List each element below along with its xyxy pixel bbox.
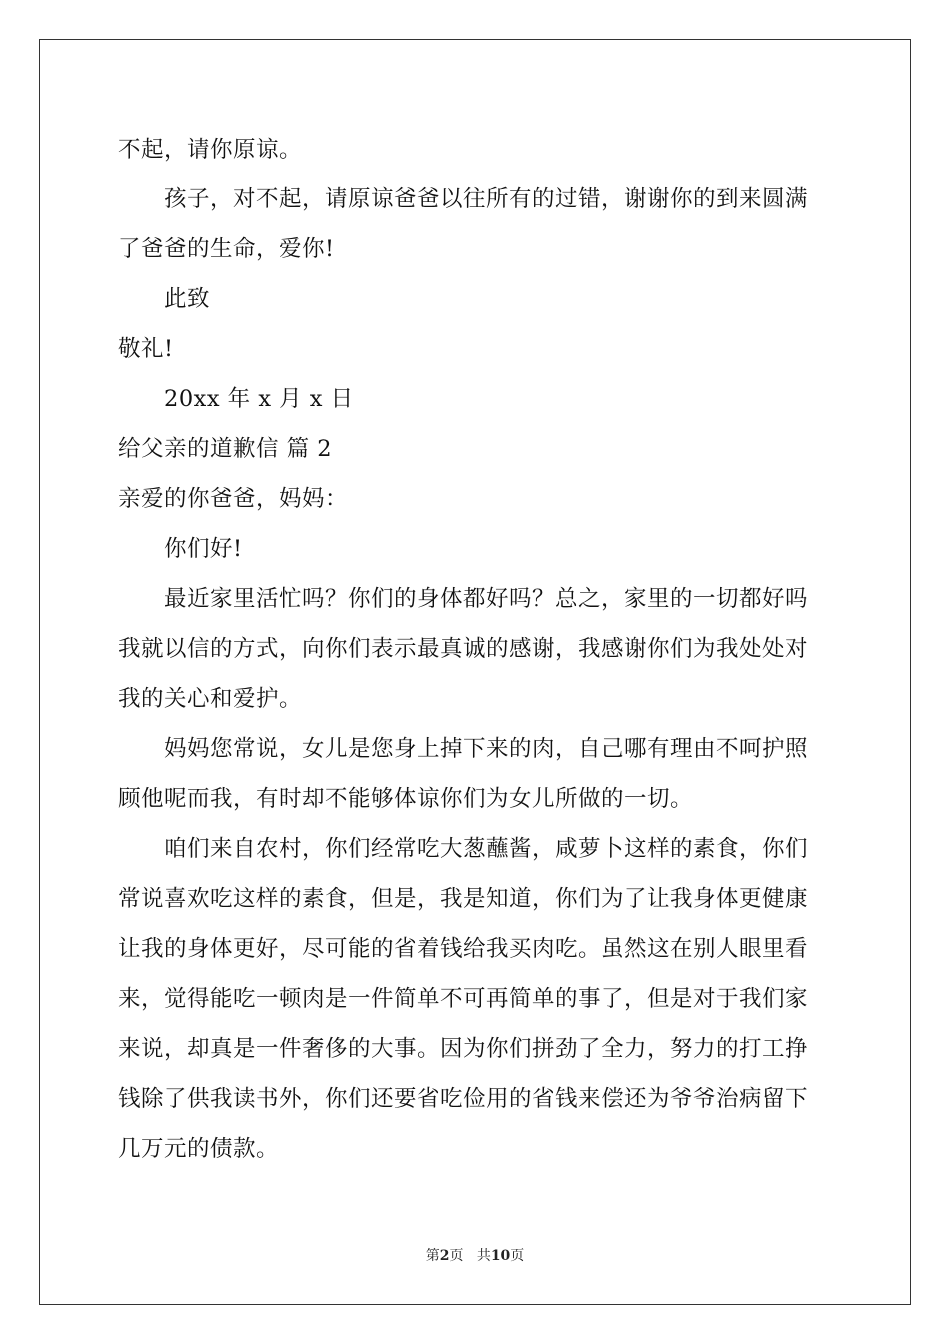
closing-salutation: 此致 [164,286,211,312]
letter-greeting: 亲爱的你爸爸，妈妈： [118,486,349,512]
paragraph-line: 最近家里活忙吗？你们的身体都好吗？总之，家里的一切都好吗 [164,586,809,612]
paragraph-line: 孩子，对不起，请原谅爸爸以往所有的过错，谢谢你的到来圆满 [164,186,809,212]
paragraph-line: 你们好! [164,536,243,562]
paragraph-line: 几万元的债款。 [118,1136,280,1162]
paragraph-line: 我的关心和爱护。 [118,686,303,712]
paragraph-line: 我就以信的方式，向你们表示最真诚的感谢，我感谢你们为我处处对 [118,636,809,662]
section-title: 给父亲的道歉信 篇 2 [118,436,333,462]
paragraph-line: 妈妈您常说，女儿是您身上掉下来的肉，自己哪有理由不呵护照 [164,736,809,762]
closing-regards: 敬礼! [118,336,174,362]
total-suffix: 页 [510,1248,525,1264]
total-prefix: 共 [476,1248,491,1264]
page-border [39,39,911,1305]
paragraph-line: 不起，请你原谅。 [118,137,303,163]
page-footer [0,1246,950,1266]
paragraph-line: 来，觉得能吃一顿肉是一件简单不可再简单的事了，但是对于我们家 [118,986,809,1012]
paragraph-line: 钱除了供我读书外，你们还要省吃俭用的省钱来偿还为爷爷治病留下 [118,1086,809,1112]
paragraph-line: 咱们来自农村，你们经常吃大葱蘸酱，咸萝卜这样的素食，你们 [164,836,809,862]
page-suffix: 页 [449,1248,464,1264]
letter-date: 20xx 年 x 月 x 日 [164,386,354,412]
page-prefix: 第 [425,1248,440,1264]
paragraph-line: 让我的身体更好，尽可能的省着钱给我买肉吃。虽然这在别人眼里看 [118,936,809,962]
paragraph-line: 常说喜欢吃这样的素食，但是，我是知道，你们为了让我身体更健康 [118,886,809,912]
total-pages: 10 [490,1248,511,1264]
paragraph-line: 来说，却真是一件奢侈的大事。因为你们拼劲了全力，努力的打工挣 [118,1036,809,1062]
paragraph-line: 了爸爸的生命，爱你! [118,236,335,262]
page-number: 2 [439,1248,450,1264]
paragraph-line: 顾他呢而我，有时却不能够体谅你们为女儿所做的一切。 [118,786,694,812]
